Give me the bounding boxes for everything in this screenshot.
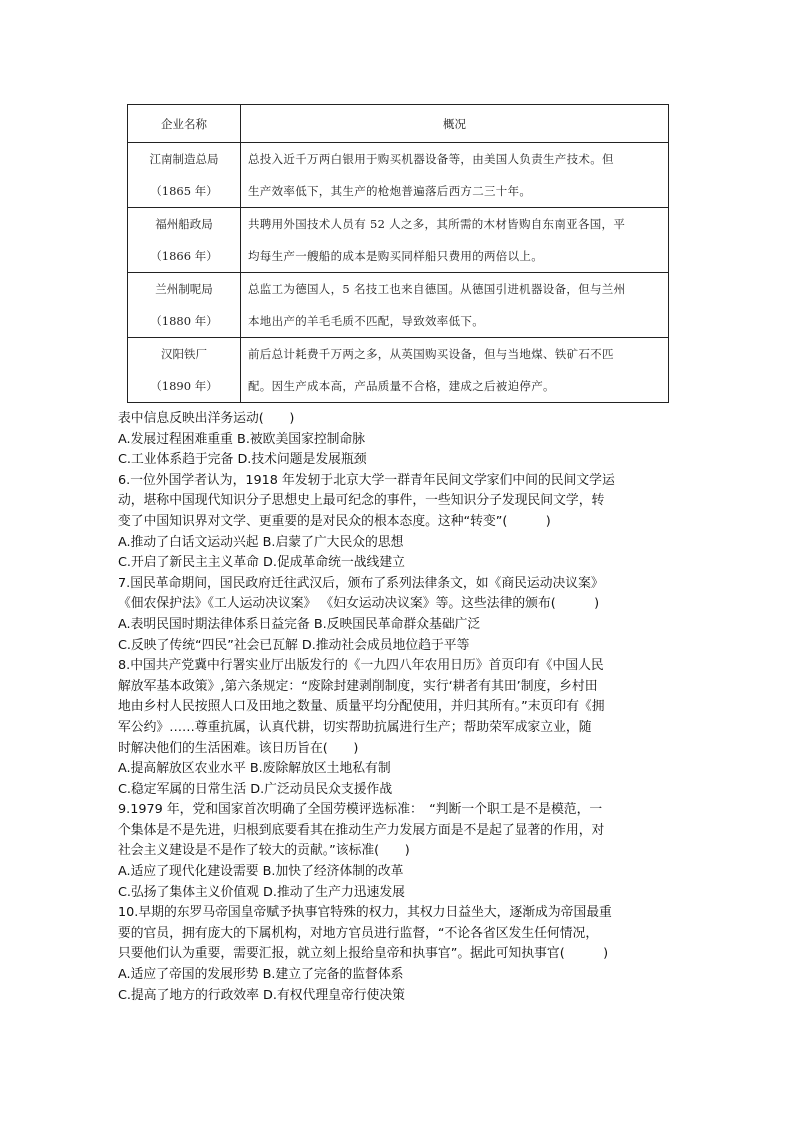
question-stem: 《佃农保护法》《工人运动决议案》 《妇女运动决议案》等。这些法律的颁布( )	[118, 596, 600, 612]
answer-options: C.弘扬了集体主义价值观 D.推动了生产力迅速发展	[118, 884, 405, 900]
answer-options: A.推动了白话文运动兴起 B.启蒙了广大民众的思想	[118, 534, 404, 550]
overview-line: 配。因生产成本高，产品质量不合格，建成之后被迫停产。	[248, 379, 555, 393]
answer-options: C.反映了传统“四民”社会已瓦解 D.推动社会成员地位趋于平等	[118, 637, 470, 653]
table-row	[128, 338, 669, 403]
enterprise-name: 兰州制呢局	[155, 282, 213, 296]
overview-cell	[241, 273, 669, 338]
enterprise-name: 福州船政局	[155, 217, 213, 231]
question-stem: 地由乡村人民按照人口及田地之数量、质量平均分配使用，并归其所有。”末页印有《拥	[118, 699, 605, 715]
question-stem: 时解决他们的生活困难。该日历旨在( )	[118, 740, 359, 756]
table-row	[128, 143, 669, 208]
enterprise-name: 江南制造总局	[149, 152, 219, 166]
overview-line: 共聘用外国技术人员有 52 人之多，其所需的木材皆购自东南亚各国，平	[248, 217, 626, 231]
table-header-row	[128, 105, 669, 143]
question-stem: 变了中国知识界对文学、更重要的是对民众的根本态度。这种“转变”( )	[118, 513, 551, 529]
answer-options: C.稳定军属的日常生活 D.广泛动员民众支援作战	[118, 781, 393, 797]
answer-options: C.工业体系趋于完备 D.技术问题是发展瓶颈	[118, 452, 367, 468]
overview-line: 生产效率低下，其生产的枪炮普遍落后西方二三十年。	[248, 184, 532, 198]
question-stem: 9.1979 年，党和国家首次明确了全国劳模评选标准： “判断一个职工是不是模范，一	[118, 802, 603, 818]
enterprise-name-cell	[128, 338, 241, 403]
enterprise-table	[127, 104, 669, 403]
question-stem: 个集体是不是先进，归根到底要看其在推动生产力发展方面是不是起了显著的作用，对	[118, 822, 605, 838]
overview-line: 总投入近千万两白银用于购买机器设备等，由美国人负责生产技术。但	[248, 152, 614, 166]
question-stem: 军公约》……尊重抗属，认真代耕，切实帮助抗属进行生产；帮助荣军成家立业，随	[118, 719, 592, 735]
question-stem: 社会主义建设是不是作了较大的贡献。”该标准( )	[118, 843, 410, 859]
answer-options: A.发展过程困难重重 B.被欧美国家控制命脉	[118, 431, 366, 447]
overview-cell	[241, 143, 669, 208]
question-stem: 只要他们认为重要，需要汇报，就立刻上报给皇帝和执事官”。据此可知执事官( )	[118, 946, 609, 962]
question-stem: 8.中国共产党冀中行署实业厅出版发行的《一九四八年农用日历》首页印有《中国人民	[118, 658, 604, 674]
overview-line: 总监工为德国人，5 名技工也来自德国。从德国引进机器设备，但与兰州	[248, 282, 626, 296]
enterprise-name-cell	[128, 208, 241, 273]
overview-line: 前后总计耗费千万两之多，从英国购买设备，但与当地煤、铁矿石不匹	[248, 347, 614, 361]
enterprise-name-cell	[128, 273, 241, 338]
answer-options: C.提高了地方的行政效率 D.有权代理皇帝行使决策	[118, 987, 405, 1003]
header-overview: 概况	[241, 105, 669, 143]
question-stem: 7.国民革命期间，国民政府迁往武汉后，颁布了系列法律条文，如《商民运动决议案》	[118, 575, 604, 591]
table-row	[128, 273, 669, 338]
answer-options: A.表明民国时期法律体系日益完备 B.反映国民革命群众基础广泛	[118, 616, 481, 632]
question-stem: 解放军基本政策》,第六条规定：“废除封建剥削制度，实行‘耕者有其田’制度，乡村田	[118, 678, 598, 694]
overview-line: 均每生产一艘船的成本是购买同样船只费用的两倍以上。	[248, 249, 543, 263]
overview-cell	[241, 338, 669, 403]
enterprise-year: （1880 年）	[150, 314, 218, 328]
question-stem: 表中信息反映出洋务运动( )	[118, 411, 295, 426]
table-row	[128, 208, 669, 273]
question-stem: 10.早期的东罗马帝国皇帝赋予执事官特殊的权力，其权力日益坐大，逐渐成为帝国最重	[118, 905, 612, 921]
enterprise-year: （1866 年）	[150, 249, 218, 263]
answer-options: A.提高解放区农业水平 B.废除解放区土地私有制	[118, 761, 391, 777]
header-enterprise-name: 企业名称	[128, 105, 241, 143]
questions-block	[118, 409, 696, 1006]
question-stem: 动，堪称中国现代知识分子思想史上最可纪念的事件，一些知识分子发现民间文学，转	[118, 493, 605, 509]
question-stem: 6.一位外国学者认为，1918 年发轫于北京大学一群青年民间文学家们中间的民间文学运	[118, 472, 615, 488]
answer-options: A.适应了帝国的发展形势 B.建立了完备的监督体系	[118, 967, 404, 983]
enterprise-name-cell	[128, 143, 241, 208]
answer-options: A.适应了现代化建设需要 B.加快了经济体制的改革	[118, 864, 404, 880]
overview-cell	[241, 208, 669, 273]
answer-options: C.开启了新民主主义革命 D.促成革命统一战线建立	[118, 555, 405, 571]
question-stem: 要的官员，拥有庞大的下属机构，对地方官员进行监督，“不论各省区发生任何情况，	[118, 925, 599, 941]
enterprise-name: 汉阳铁厂	[161, 347, 207, 361]
enterprise-year: （1890 年）	[150, 379, 218, 393]
overview-line: 本地出产的羊毛毛质不匹配，导致效率低下。	[248, 314, 484, 328]
enterprise-year: （1865 年）	[150, 184, 218, 198]
